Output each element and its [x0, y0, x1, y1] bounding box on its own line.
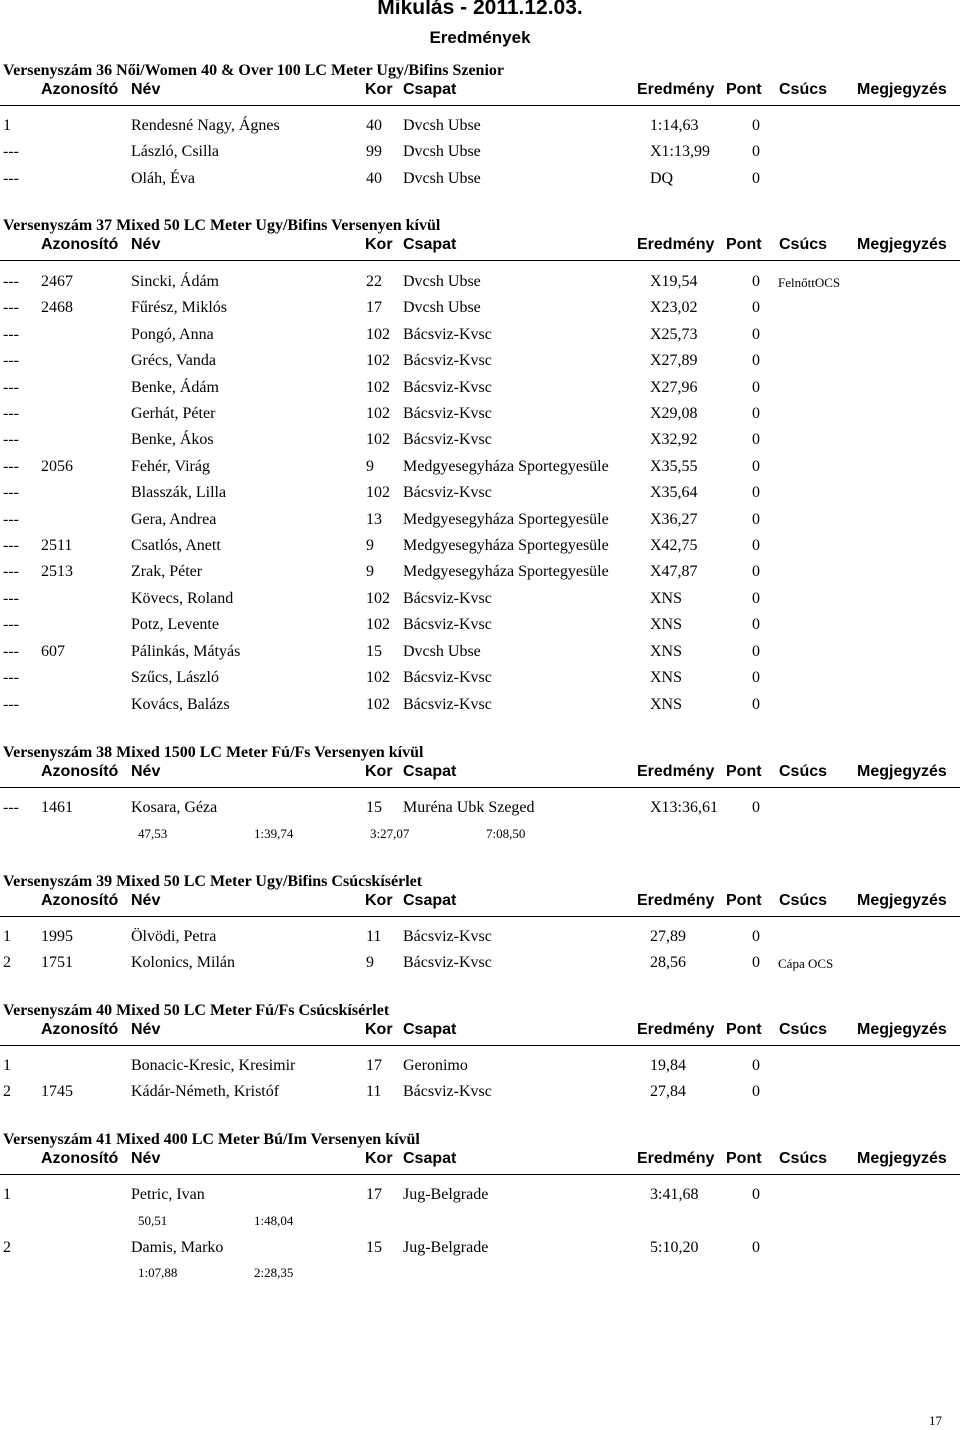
result-name: Damis, Marko [131, 1239, 224, 1256]
result-club: Geronimo [403, 1057, 468, 1074]
event-title: Versenyszám 41 Mixed 400 LC Meter Bú/Im Versenyen kívül [3, 1131, 420, 1148]
result-result: X25,73 [650, 326, 698, 343]
result-pos: 2 [3, 1083, 11, 1100]
result-points: 0 [752, 170, 760, 187]
result-row [0, 669, 960, 693]
result-result: X35,64 [650, 484, 698, 501]
result-age: 99 [366, 143, 382, 160]
result-age: 11 [366, 1083, 382, 1100]
result-row [0, 170, 960, 194]
result-name: Kövecs, Roland [131, 590, 234, 607]
result-pos: --- [3, 643, 19, 660]
result-row [0, 696, 960, 720]
result-result: X29,08 [650, 405, 698, 422]
result-points: 0 [752, 379, 760, 396]
result-note: Cápa OCS [778, 956, 834, 971]
column-header-points: Pont [726, 236, 762, 253]
result-result: X19,54 [650, 273, 698, 290]
column-header-club: Csapat [403, 1021, 457, 1038]
result-name: Gerhát, Péter [131, 405, 216, 422]
result-row [0, 590, 960, 614]
result-club: Muréna Ubk Szeged [403, 799, 535, 816]
result-result: XNS [650, 669, 683, 686]
result-pos: --- [3, 299, 19, 316]
column-header-note: Megjegyzés [857, 763, 947, 780]
split-time: 50,51 [138, 1213, 168, 1228]
result-result: XNS [650, 643, 683, 660]
result-club: Dvcsh Ubse [403, 143, 481, 160]
result-name: Pongó, Anna [131, 326, 214, 343]
result-points: 0 [752, 273, 760, 290]
result-row [0, 458, 960, 482]
column-header-name: Név [131, 1150, 161, 1167]
result-row [0, 1057, 960, 1081]
result-id: 1995 [41, 928, 73, 945]
split-time: 3:27,07 [370, 826, 410, 841]
result-pos: 1 [3, 117, 11, 134]
result-result: X36,27 [650, 511, 698, 528]
result-name: Kovács, Balázs [131, 696, 230, 713]
column-header-note: Megjegyzés [857, 81, 947, 98]
result-pos: 2 [3, 954, 11, 971]
column-header-result: Eredmény [637, 763, 715, 780]
result-id: 2468 [41, 299, 73, 316]
column-header-record: Csúcs [779, 892, 828, 909]
column-header-club: Csapat [403, 236, 457, 253]
result-club: Medgyesegyháza Sportegyesüle [403, 511, 609, 528]
result-club: Bácsviz-Kvsc [403, 590, 492, 607]
result-points: 0 [752, 954, 760, 971]
result-result: 1:14,63 [650, 117, 699, 134]
result-result: X35,55 [650, 458, 698, 475]
result-club: Bácsviz-Kvsc [403, 484, 492, 501]
column-header-result: Eredmény [637, 1021, 715, 1038]
result-age: 102 [366, 616, 390, 633]
result-name: Rendesné Nagy, Ágnes [131, 117, 280, 134]
result-age: 102 [366, 696, 390, 713]
result-row [0, 117, 960, 141]
result-row [0, 143, 960, 167]
result-pos: --- [3, 511, 19, 528]
column-header-result: Eredmény [637, 236, 715, 253]
result-pos: --- [3, 590, 19, 607]
result-points: 0 [752, 1239, 760, 1256]
column-header-row [0, 763, 960, 788]
result-pos: --- [3, 273, 19, 290]
result-points: 0 [752, 143, 760, 160]
result-row [0, 954, 960, 978]
result-pos: --- [3, 326, 19, 343]
column-header-id: Azonosító [41, 1150, 119, 1167]
event-title: Versenyszám 36 Női/Women 40 & Over 100 LC Meter Ugy/Bifins Szenior [3, 62, 504, 79]
column-header-record: Csúcs [779, 763, 828, 780]
result-id: 2467 [41, 273, 73, 290]
result-row [0, 928, 960, 952]
result-id: 607 [41, 643, 65, 660]
result-name: Fűrész, Miklós [131, 299, 227, 316]
result-row [0, 352, 960, 376]
result-age: 40 [366, 117, 382, 134]
result-points: 0 [752, 1057, 760, 1074]
result-points: 0 [752, 117, 760, 134]
column-header-age: Kor [365, 763, 393, 780]
result-result: X32,92 [650, 431, 698, 448]
result-pos: --- [3, 696, 19, 713]
result-age: 102 [366, 669, 390, 686]
result-club: Jug-Belgrade [403, 1239, 489, 1256]
result-age: 13 [366, 511, 382, 528]
result-age: 15 [366, 799, 382, 816]
column-header-record: Csúcs [779, 81, 828, 98]
result-pos: --- [3, 799, 19, 816]
result-name: Csatlós, Anett [131, 537, 221, 554]
result-club: Bácsviz-Kvsc [403, 326, 492, 343]
result-name: Bonacic-Kresic, Kresimir [131, 1057, 296, 1074]
column-header-points: Pont [726, 1150, 762, 1167]
result-row [0, 643, 960, 667]
result-club: Medgyesegyháza Sportegyesüle [403, 458, 609, 475]
column-header-name: Név [131, 236, 161, 253]
result-name: Szűcs, László [131, 669, 219, 686]
result-id: 2056 [41, 458, 73, 475]
result-result: X1:13,99 [650, 143, 710, 160]
result-result: 28,56 [650, 954, 686, 971]
result-age: 17 [366, 1057, 382, 1074]
result-points: 0 [752, 537, 760, 554]
column-header-id: Azonosító [41, 81, 119, 98]
event-title: Versenyszám 39 Mixed 50 LC Meter Ugy/Bifins Csúcskísérlet [3, 873, 423, 890]
result-pos: --- [3, 352, 19, 369]
column-header-id: Azonosító [41, 763, 119, 780]
result-pos: --- [3, 484, 19, 501]
page-number: 17 [929, 1413, 942, 1428]
result-club: Bácsviz-Kvsc [403, 405, 492, 422]
column-header-result: Eredmény [637, 1150, 715, 1167]
column-header-row [0, 1150, 960, 1175]
result-points: 0 [752, 799, 760, 816]
result-id: 1461 [41, 799, 73, 816]
result-result: 3:41,68 [650, 1186, 699, 1203]
result-points: 0 [752, 326, 760, 343]
event-title: Versenyszám 40 Mixed 50 LC Meter Fú/Fs Csúcskísérlet [3, 1002, 390, 1019]
result-result: 19,84 [650, 1057, 686, 1074]
result-name: Sincki, Ádám [131, 273, 219, 290]
result-club: Dvcsh Ubse [403, 273, 481, 290]
result-club: Bácsviz-Kvsc [403, 1083, 492, 1100]
split-times [0, 1213, 960, 1231]
column-header-row [0, 892, 960, 917]
result-points: 0 [752, 928, 760, 945]
column-header-id: Azonosító [41, 1021, 119, 1038]
event-title: Versenyszám 38 Mixed 1500 LC Meter Fú/Fs Versenyen kívül [3, 744, 424, 761]
result-points: 0 [752, 511, 760, 528]
split-time: 1:39,74 [254, 826, 294, 841]
result-age: 40 [366, 170, 382, 187]
result-age: 102 [366, 352, 390, 369]
result-points: 0 [752, 431, 760, 448]
result-result: DQ [650, 170, 674, 187]
result-age: 9 [366, 563, 374, 580]
result-name: László, Csilla [131, 143, 219, 160]
column-header-result: Eredmény [637, 81, 715, 98]
result-name: Pálinkás, Mátyás [131, 643, 241, 660]
result-row [0, 511, 960, 535]
column-header-points: Pont [726, 1021, 762, 1038]
result-age: 17 [366, 299, 382, 316]
result-row [0, 379, 960, 403]
result-pos: --- [3, 379, 19, 396]
split-times [0, 826, 960, 844]
column-header-points: Pont [726, 763, 762, 780]
result-club: Bácsviz-Kvsc [403, 669, 492, 686]
result-age: 22 [366, 273, 382, 290]
result-pos: 1 [3, 1186, 11, 1203]
result-result: 27,84 [650, 1083, 686, 1100]
column-header-age: Kor [365, 1150, 393, 1167]
result-pos: --- [3, 405, 19, 422]
result-points: 0 [752, 1186, 760, 1203]
result-age: 17 [366, 1186, 382, 1203]
result-age: 102 [366, 326, 390, 343]
result-club: Jug-Belgrade [403, 1186, 489, 1203]
column-header-age: Kor [365, 892, 393, 909]
result-note: FelnőttOCS [778, 275, 841, 290]
result-name: Benke, Ákos [131, 431, 214, 448]
result-points: 0 [752, 1083, 760, 1100]
result-age: 9 [366, 458, 374, 475]
result-club: Dvcsh Ubse [403, 299, 481, 316]
result-name: Zrak, Péter [131, 563, 203, 580]
split-time: 1:07,88 [138, 1265, 178, 1280]
result-age: 102 [366, 379, 390, 396]
result-row [0, 1083, 960, 1107]
result-pos: --- [3, 170, 19, 187]
result-row [0, 273, 960, 297]
column-header-id: Azonosító [41, 892, 119, 909]
event-title: Versenyszám 37 Mixed 50 LC Meter Ugy/Bifins Versenyen kívül [3, 217, 441, 234]
result-row [0, 799, 960, 823]
result-points: 0 [752, 669, 760, 686]
column-header-points: Pont [726, 81, 762, 98]
result-result: XNS [650, 616, 683, 633]
column-header-club: Csapat [403, 1150, 457, 1167]
result-age: 9 [366, 537, 374, 554]
result-club: Dvcsh Ubse [403, 643, 481, 660]
column-header-club: Csapat [403, 763, 457, 780]
column-header-points: Pont [726, 892, 762, 909]
result-points: 0 [752, 405, 760, 422]
result-row [0, 431, 960, 455]
result-row [0, 405, 960, 429]
result-points: 0 [752, 484, 760, 501]
result-result: X42,75 [650, 537, 698, 554]
column-header-note: Megjegyzés [857, 1150, 947, 1167]
column-header-row [0, 236, 960, 261]
result-result: X27,89 [650, 352, 698, 369]
split-times [0, 1265, 960, 1283]
result-age: 15 [366, 1239, 382, 1256]
result-points: 0 [752, 616, 760, 633]
meet-title: Mikulás - 2011.12.03. [377, 0, 583, 19]
result-name: Kolonics, Milán [131, 954, 235, 971]
result-club: Dvcsh Ubse [403, 117, 481, 134]
result-name: Ölvödi, Petra [131, 928, 217, 945]
result-points: 0 [752, 352, 760, 369]
result-id: 1745 [41, 1083, 73, 1100]
result-club: Medgyesegyháza Sportegyesüle [403, 537, 609, 554]
result-result: XNS [650, 590, 683, 607]
split-time: 7:08,50 [486, 826, 526, 841]
result-points: 0 [752, 458, 760, 475]
result-club: Bácsviz-Kvsc [403, 352, 492, 369]
column-header-record: Csúcs [779, 1150, 828, 1167]
split-time: 47,53 [138, 826, 168, 841]
column-header-age: Kor [365, 1021, 393, 1038]
split-time: 1:48,04 [254, 1213, 294, 1228]
result-age: 102 [366, 590, 390, 607]
result-pos: --- [3, 616, 19, 633]
column-header-row [0, 1021, 960, 1046]
result-age: 9 [366, 954, 374, 971]
column-header-name: Név [131, 763, 161, 780]
column-header-row [0, 81, 960, 106]
result-pos: --- [3, 537, 19, 554]
result-row [0, 1186, 960, 1210]
result-pos: 1 [3, 928, 11, 945]
column-header-note: Megjegyzés [857, 892, 947, 909]
result-result: X13:36,61 [650, 799, 718, 816]
result-row [0, 326, 960, 350]
result-id: 1751 [41, 954, 73, 971]
result-result: X23,02 [650, 299, 698, 316]
result-name: Potz, Levente [131, 616, 219, 633]
result-result: XNS [650, 696, 683, 713]
result-name: Benke, Ádám [131, 379, 219, 396]
split-time: 2:28,35 [254, 1265, 294, 1280]
result-pos: 1 [3, 1057, 11, 1074]
result-id: 2511 [41, 537, 73, 554]
column-header-age: Kor [365, 81, 393, 98]
column-header-note: Megjegyzés [857, 1021, 947, 1038]
event-section [0, 217, 960, 713]
column-header-club: Csapat [403, 81, 457, 98]
result-age: 102 [366, 431, 390, 448]
result-points: 0 [752, 590, 760, 607]
result-pos: --- [3, 563, 19, 580]
result-club: Bácsviz-Kvsc [403, 431, 492, 448]
result-row [0, 484, 960, 508]
result-club: Bácsviz-Kvsc [403, 379, 492, 396]
result-age: 11 [366, 928, 382, 945]
result-points: 0 [752, 299, 760, 316]
column-header-age: Kor [365, 236, 393, 253]
result-result: 27,89 [650, 928, 686, 945]
results-subtitle: Eredmények [429, 28, 531, 47]
result-club: Bácsviz-Kvsc [403, 928, 492, 945]
column-header-name: Név [131, 1021, 161, 1038]
result-age: 102 [366, 405, 390, 422]
column-header-record: Csúcs [779, 236, 828, 253]
result-points: 0 [752, 696, 760, 713]
result-name: Grécs, Vanda [131, 352, 217, 369]
result-result: X47,87 [650, 563, 698, 580]
column-header-club: Csapat [403, 892, 457, 909]
result-row [0, 563, 960, 587]
result-name: Oláh, Éva [131, 170, 195, 187]
event-section [0, 1131, 960, 1315]
column-header-id: Azonosító [41, 236, 119, 253]
result-club: Medgyesegyháza Sportegyesüle [403, 563, 609, 580]
result-pos: --- [3, 669, 19, 686]
result-result: 5:10,20 [650, 1239, 699, 1256]
result-name: Fehér, Virág [131, 458, 210, 475]
result-pos: --- [3, 143, 19, 160]
result-name: Petric, Ivan [131, 1186, 205, 1203]
result-row [0, 537, 960, 561]
result-pos: --- [3, 431, 19, 448]
result-age: 15 [366, 643, 382, 660]
result-name: Gera, Andrea [131, 511, 217, 528]
result-row [0, 299, 960, 323]
result-pos: --- [3, 458, 19, 475]
column-header-name: Név [131, 892, 161, 909]
result-club: Bácsviz-Kvsc [403, 616, 492, 633]
result-club: Dvcsh Ubse [403, 170, 481, 187]
result-club: Bácsviz-Kvsc [403, 954, 492, 971]
result-pos: 2 [3, 1239, 11, 1256]
result-result: X27,96 [650, 379, 698, 396]
result-age: 102 [366, 484, 390, 501]
result-row [0, 616, 960, 640]
result-points: 0 [752, 643, 760, 660]
column-header-note: Megjegyzés [857, 236, 947, 253]
result-name: Blasszák, Lilla [131, 484, 227, 501]
column-header-name: Név [131, 81, 161, 98]
column-header-record: Csúcs [779, 1021, 828, 1038]
result-points: 0 [752, 563, 760, 580]
result-name: Kádár-Németh, Kristóf [131, 1083, 280, 1100]
result-row [0, 1239, 960, 1263]
result-id: 2513 [41, 563, 73, 580]
result-name: Kosara, Géza [131, 799, 218, 816]
result-club: Bácsviz-Kvsc [403, 696, 492, 713]
column-header-result: Eredmény [637, 892, 715, 909]
